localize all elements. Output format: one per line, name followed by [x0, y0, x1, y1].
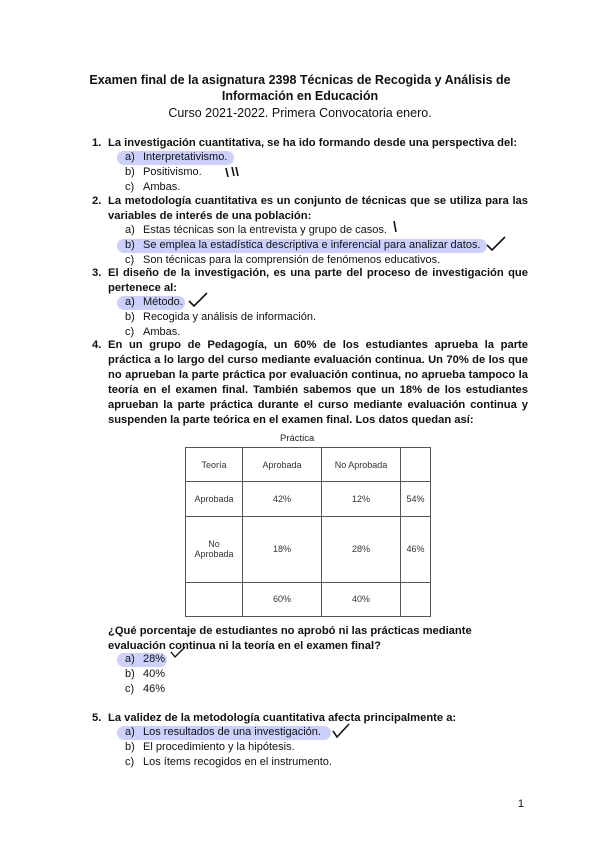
table-cell: Aprobada: [186, 482, 243, 516]
options-2: [125, 223, 481, 268]
table-cell: 28%: [322, 516, 401, 582]
question-number: 4.: [92, 339, 102, 351]
option-text: Ambas.: [143, 326, 181, 338]
option-letter: c): [125, 181, 135, 193]
option-letter: c): [125, 326, 135, 338]
table-cell: 40%: [322, 582, 401, 616]
table-cell: 54%: [401, 482, 431, 516]
option-1a[interactable]: [125, 150, 227, 165]
options-5: [125, 725, 332, 770]
question-number: 3.: [92, 267, 102, 279]
option-text: Ambas.: [143, 181, 181, 193]
option-letter: b): [125, 668, 135, 680]
question-number: 1.: [92, 137, 102, 149]
data-table: [185, 447, 431, 617]
option-text: Método.: [143, 296, 183, 308]
option-3a[interactable]: [125, 295, 316, 310]
table-cell: [186, 582, 243, 616]
question-3: [92, 266, 528, 296]
option-4b[interactable]: [125, 667, 165, 682]
option-letter: c): [125, 254, 135, 266]
question-1: [92, 136, 528, 151]
option-text: Estas técnicas son la entrevista y grupo de casos.: [143, 224, 387, 236]
options-3: [125, 295, 316, 340]
option-text: 46%: [143, 683, 166, 695]
question-number: 2.: [92, 195, 102, 207]
followup-text: ¿Qué porcentaje de estudiantes no aprobó ni las prácticas mediante evaluación continua ni la teoría en el examen final?: [108, 625, 472, 652]
option-text: Recogida y análisis de información.: [143, 311, 317, 323]
options-1: [125, 150, 227, 195]
check-mark-icon: [485, 235, 507, 253]
option-4c[interactable]: [125, 682, 165, 697]
option-letter: c): [125, 756, 135, 768]
question-2: [92, 194, 528, 224]
exam-title: Examen final de la asignatura 2398 Técnicas de Recogida y Análisis de Información en Educación: [89, 73, 511, 103]
option-letter: a): [125, 653, 135, 665]
option-3b[interactable]: [125, 310, 316, 325]
option-letter: b): [125, 239, 135, 251]
check-mark-icon: [331, 722, 351, 740]
check-mark-icon: [169, 646, 187, 660]
option-2a[interactable]: [125, 223, 481, 238]
question-4: [92, 338, 528, 428]
question-number: 5.: [92, 712, 102, 724]
table-cell: 60%: [243, 582, 322, 616]
option-2b[interactable]: [125, 238, 481, 253]
tally-mark-icon: [223, 166, 241, 179]
option-letter: b): [125, 311, 135, 323]
table-caption: Práctica: [280, 433, 315, 444]
option-text: El procedimiento y la hipótesis.: [143, 741, 295, 753]
page-number: 1: [517, 798, 524, 810]
table-cell: No Aprobada: [322, 448, 401, 482]
option-text: Positivismo.: [143, 166, 202, 178]
exam-subtitle: Curso 2021-2022. Primera Convocatoria enero.: [168, 106, 432, 120]
check-mark-icon: [187, 291, 209, 309]
table-cell: Teoría: [186, 448, 243, 482]
table-cell: 12%: [322, 482, 401, 516]
option-5a[interactable]: [125, 725, 332, 740]
option-letter: a): [125, 726, 135, 738]
option-text: Los ítems recogidos en el instrumento.: [143, 756, 332, 768]
question-text: La validez de la metodología cuantitativa afecta principalmente a:: [108, 712, 457, 724]
option-5c[interactable]: [125, 755, 332, 770]
table-cell: 18%: [243, 516, 322, 582]
option-letter: c): [125, 683, 135, 695]
option-text: Son técnicas para la comprensión de fenómenos educativos.: [143, 254, 441, 266]
option-text: Interpretativismo.: [143, 151, 228, 163]
option-5b[interactable]: [125, 740, 332, 755]
option-1b[interactable]: [125, 165, 227, 180]
question-text: La investigación cuantitativa, se ha ido formando desde una perspectiva del:: [108, 137, 518, 149]
question-5: [92, 711, 528, 726]
option-letter: b): [125, 166, 135, 178]
question-text: La metodología cuantitativa es un conjunto de técnicas que se utiliza para las variables de interés de una población:: [108, 195, 528, 222]
table-cell: 46%: [401, 516, 431, 582]
table-cell: [401, 582, 431, 616]
question-text: En un grupo de Pedagogía, un 60% de los estudiantes aprueba la parte práctica a lo largo del curso mediante evaluación continua. Un 70% de los que no aprueban la parte práctica por evaluación continua, no aprueba tampoco la teoría en el examen final. También sabemos que un 18% de los estudiantes aprueban la parte práctica durante el curso mediante evaluación continua y suspenden la parte teórica en el examen final. Los datos quedan así:: [108, 339, 528, 426]
tick-mark-icon: [391, 220, 399, 234]
table-cell: 42%: [243, 482, 322, 516]
table-cell: No Aprobada: [186, 516, 243, 582]
option-letter: a): [125, 296, 135, 308]
option-1c[interactable]: [125, 180, 227, 195]
option-text: 28%: [143, 653, 166, 665]
table-cell: Aprobada: [243, 448, 322, 482]
option-text: Se emplea la estadística descriptiva e inferencial para analizar datos.: [143, 239, 481, 251]
option-4a[interactable]: [125, 652, 165, 667]
table-cell: [401, 448, 431, 482]
option-letter: a): [125, 224, 135, 236]
option-letter: a): [125, 151, 135, 163]
question-text: El diseño de la investigación, es una parte del proceso de investigación que pertenece al:: [108, 267, 528, 294]
option-text: 40%: [143, 668, 166, 680]
options-4: [125, 652, 165, 697]
option-text: Los resultados de una investigación.: [143, 726, 321, 738]
option-letter: b): [125, 741, 135, 753]
